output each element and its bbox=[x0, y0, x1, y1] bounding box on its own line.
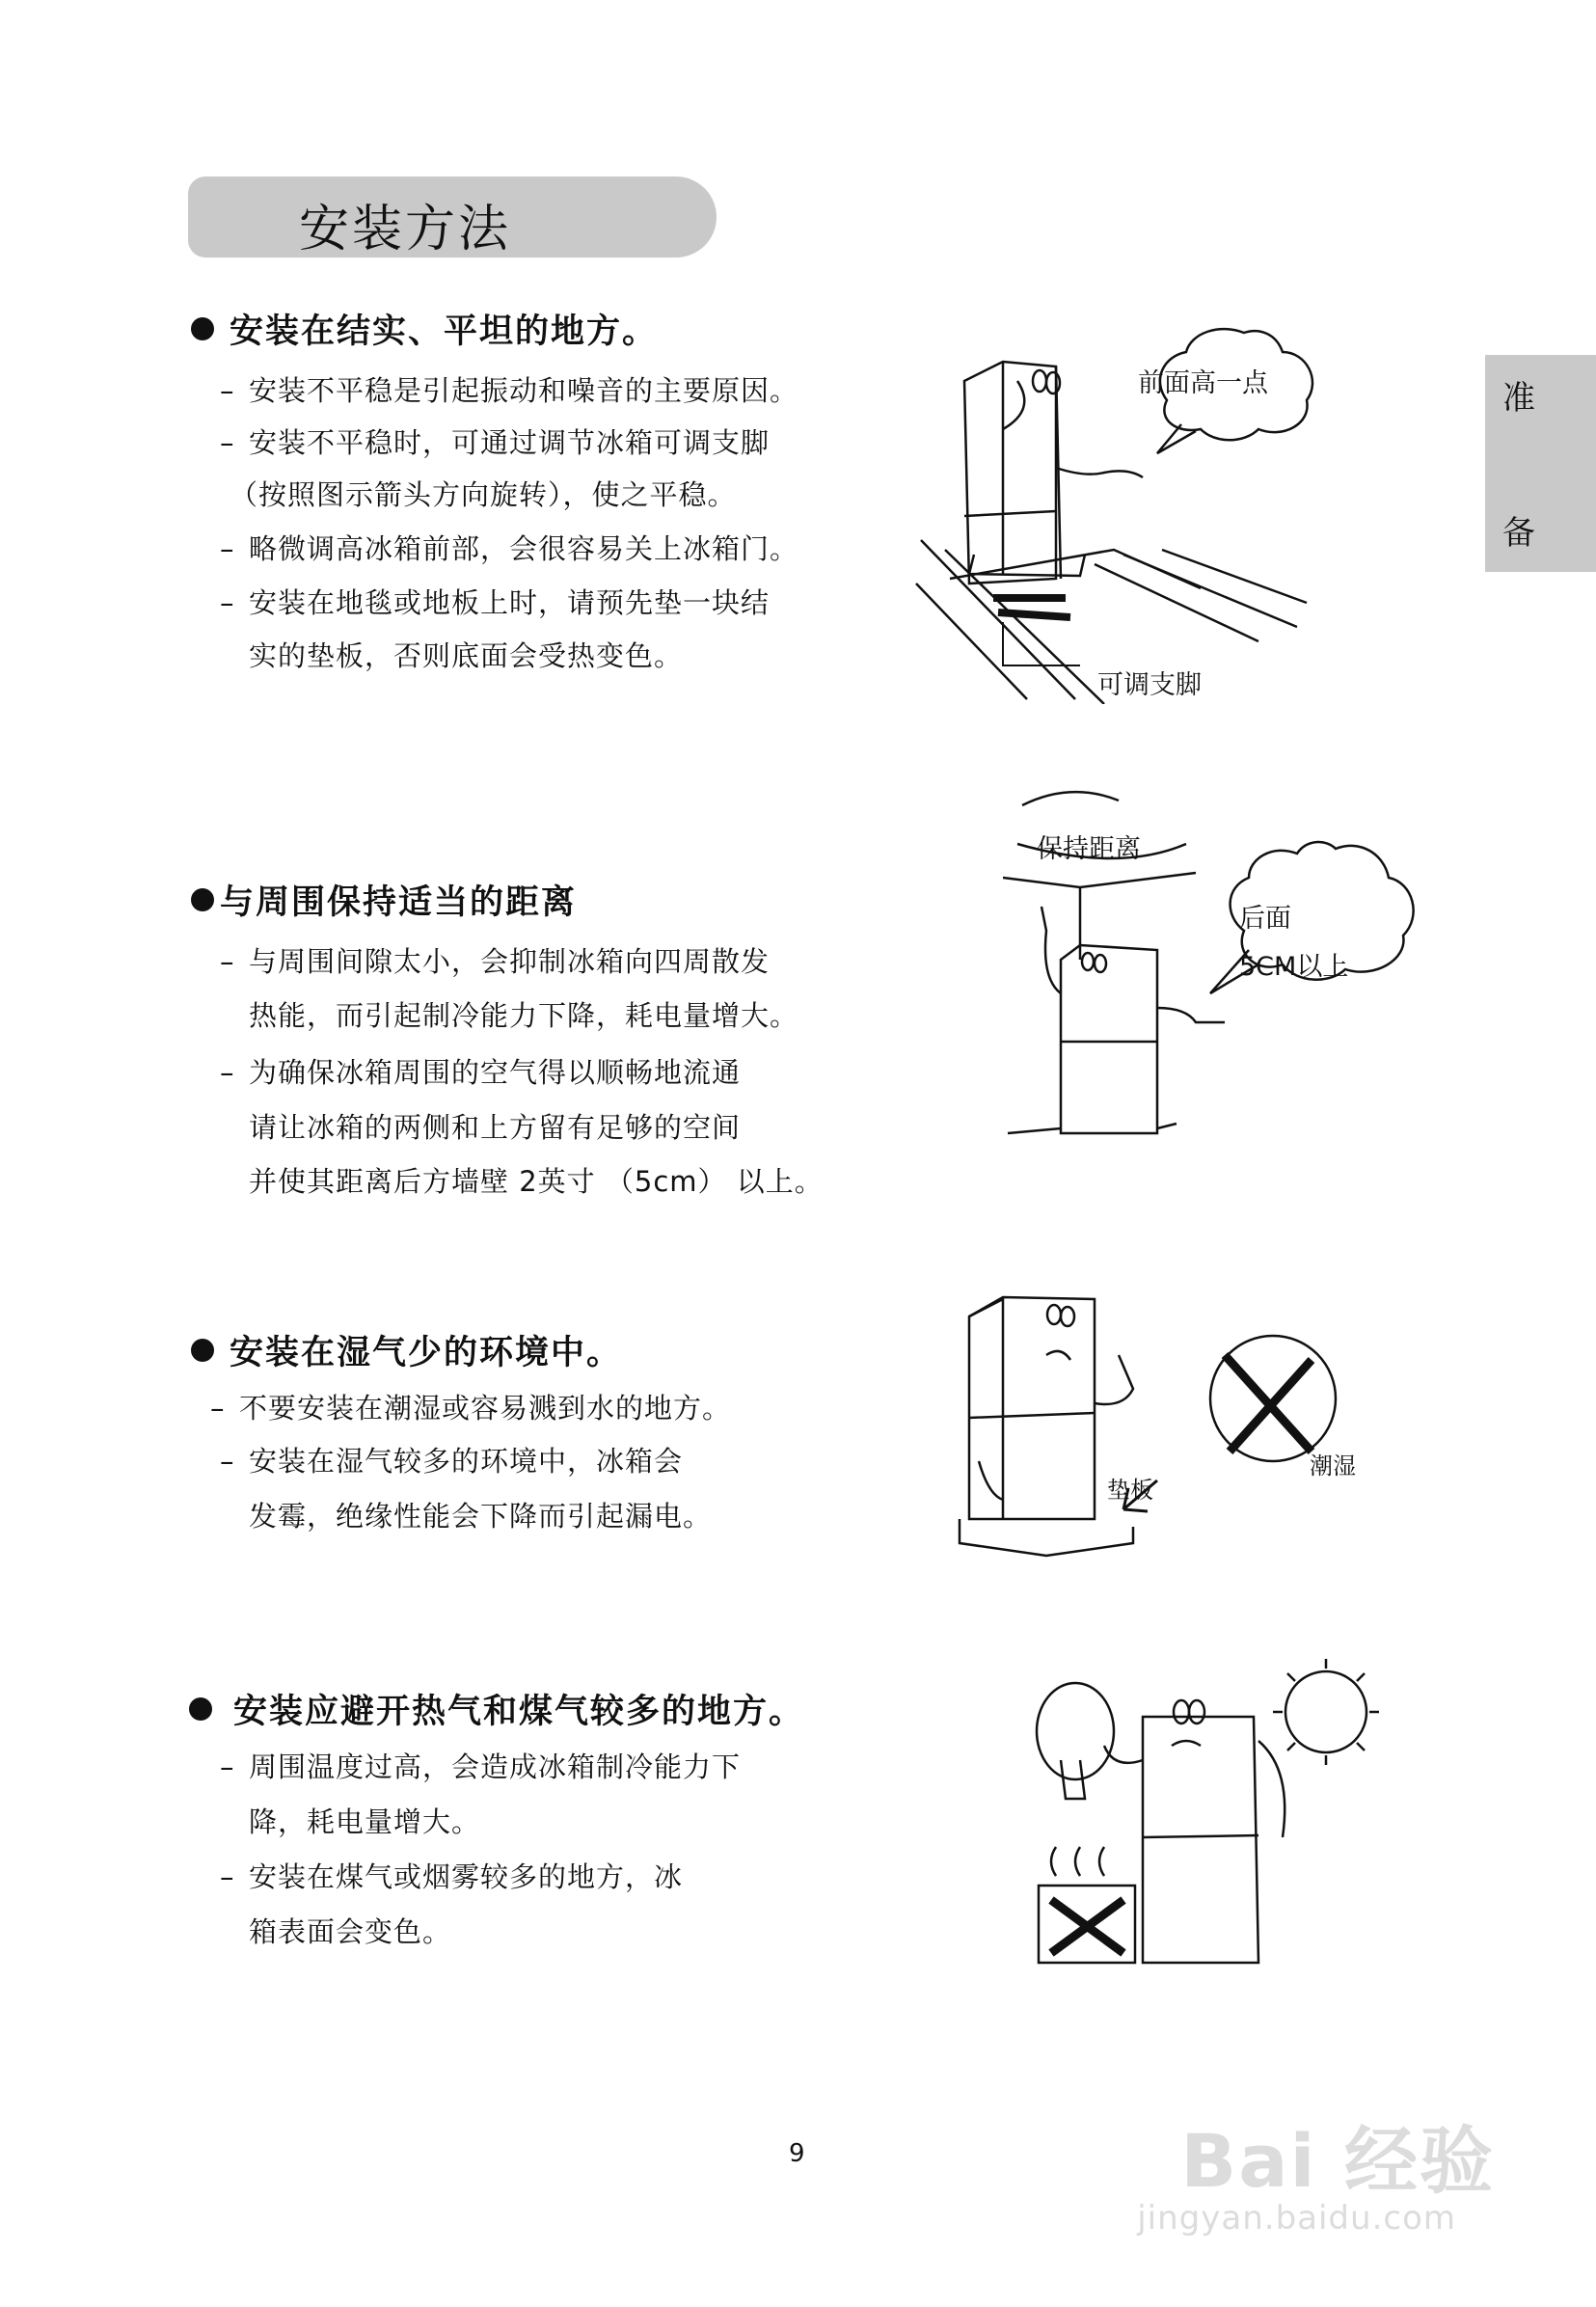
side-tab-char-1: 准 bbox=[1502, 379, 1535, 418]
section-2-line-1: – 与周围间隙太小，会抑制冰箱向四周散发 bbox=[220, 945, 771, 978]
section-2-heading: 与周围保持适当的距离 bbox=[191, 876, 577, 924]
section-1-line-6: 实的垫板，否则底面会受热变色。 bbox=[249, 639, 684, 672]
section-4-line-1: – 周围温度过高，会造成冰箱制冷能力下 bbox=[220, 1751, 742, 1783]
fridge-heat-illustration bbox=[1027, 1654, 1398, 1968]
section-3-line-1: – 不要安装在潮湿或容易溅到水的地方。 bbox=[210, 1392, 732, 1425]
callout-humid: 潮湿 bbox=[1310, 1452, 1356, 1479]
section-1-line-3: （按照图示箭头方向旋转），使之平稳。 bbox=[230, 478, 737, 511]
page-title: 安装方法 bbox=[299, 201, 512, 258]
section-1-line-4: – 略微调高冰箱前部，会很容易关上冰箱门。 bbox=[220, 532, 799, 565]
section-2-line-3: – 为确保冰箱周围的空气得以顺畅地流通 bbox=[220, 1056, 742, 1089]
bullet-dot-icon bbox=[191, 888, 214, 911]
callout-adjustable-feet: 可调支脚 bbox=[1097, 670, 1202, 700]
section-1-line-2: – 安装不平稳时，可通过调节冰箱可调支脚 bbox=[220, 426, 771, 459]
section-3-heading: 安装在湿气少的环境中。 bbox=[191, 1326, 622, 1374]
watermark-url: jingyan.baidu.com bbox=[1137, 2199, 1456, 2238]
bullet-dot-icon bbox=[191, 317, 214, 340]
section-4-line-3: – 安装在煤气或烟雾较多的地方，冰 bbox=[220, 1860, 684, 1893]
page-number: 9 bbox=[789, 2139, 805, 2168]
callout-5cm: 5CM以上 bbox=[1239, 952, 1349, 982]
callout-back: 后面 bbox=[1239, 904, 1291, 934]
callout-keep-distance: 保持距离 bbox=[1037, 834, 1141, 864]
callout-front-higher: 前面高一点 bbox=[1138, 368, 1268, 398]
callout-pad: 垫板 bbox=[1107, 1477, 1153, 1504]
fridge-humidity-illustration bbox=[950, 1288, 1360, 1558]
side-tab-char-2: 备 bbox=[1502, 514, 1535, 553]
section-2-line-2: 热能，而引起制冷能力下降，耗电量增大。 bbox=[249, 999, 799, 1032]
section-4-heading: 安装应避开热气和煤气较多的地方。 bbox=[189, 1685, 804, 1733]
section-4-line-2: 降，耗电量增大。 bbox=[249, 1805, 481, 1838]
section-2-line-5: 并使其距离后方墙壁 2英寸 （5cm） 以上。 bbox=[249, 1165, 824, 1198]
watermark-logo: Bai 经验 bbox=[1180, 2118, 1495, 2204]
section-4-line-4: 箱表面会变色。 bbox=[249, 1915, 452, 1948]
bullet-dot-icon bbox=[191, 1339, 214, 1362]
section-3-line-2: – 安装在湿气较多的环境中，冰箱会 bbox=[220, 1445, 684, 1478]
section-2-line-4: 请让冰箱的两侧和上方留有足够的空间 bbox=[249, 1111, 742, 1144]
bullet-dot-icon bbox=[189, 1697, 212, 1721]
section-1-line-5: – 安装在地毯或地板上时，请预先垫一块结 bbox=[220, 586, 771, 619]
section-1-line-1: – 安装不平稳是引起振动和噪音的主要原因。 bbox=[220, 374, 799, 407]
section-1-heading: 安装在结实、平坦的地方。 bbox=[191, 305, 658, 353]
section-3-line-3: 发霉，绝缘性能会下降而引起漏电。 bbox=[249, 1500, 713, 1533]
